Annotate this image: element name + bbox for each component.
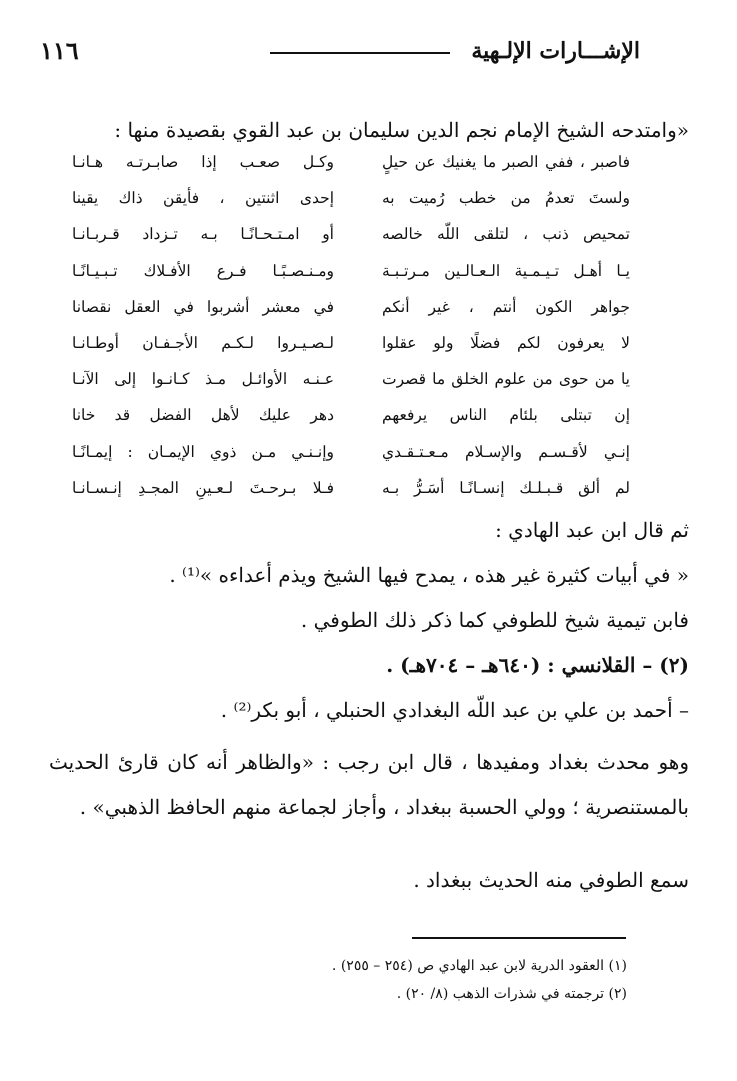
footnote-2: (٢) ترجمته في شذرات الذهب (٨/ ٢٠) . — [396, 986, 627, 1002]
verse-first-hemistich: إن تبتلى بلئام الناس يرفعهم — [382, 406, 630, 425]
poem-verse — [72, 146, 630, 182]
poem-verse — [72, 472, 630, 508]
poem — [72, 146, 630, 508]
intro-line: «وامتدحه الشيخ الإمام نجم الدين سليمان بن عبد القوي بقصيدة منها : — [114, 118, 689, 142]
poem-verse — [72, 291, 630, 327]
verse-second-hemistich: إحدى اثنتين ، فأيقن ذاك يقينا — [72, 189, 334, 208]
verse-second-hemistich: وكـل صعـب إذا صابـرتـه هـانـا — [72, 153, 334, 171]
verse-first-hemistich: إنـي لأقـسـم والإسـلام مـعـتـقـدي — [382, 442, 630, 461]
verse-second-hemistich: لـصـيـروا لـكـم الأجـفـان أوطـانـا — [72, 333, 334, 352]
poem-verse — [72, 255, 630, 291]
paragraph-bio-name: – أحمد بن علي بن عبد اللّه البغدادي الحنبلي ، أبو بكر⁽²⁾ . — [220, 698, 689, 722]
page-header — [40, 36, 640, 66]
verse-second-hemistich: عـنـه الأوائـل مـذ كـانـوا إلى الآنـا — [72, 370, 334, 389]
verse-first-hemistich: جواهر الكون أنتم ، غير أنكم — [382, 297, 630, 316]
paragraph-quote-intro: ثم قال ابن عبد الهادي : — [495, 518, 689, 542]
verse-second-hemistich: في معشر أشربوا في العقل نقصانا — [72, 297, 334, 316]
verse-second-hemistich: دهر عليك لأهل الفضل قد خانا — [72, 406, 334, 425]
footnote-separator — [412, 937, 626, 939]
verse-second-hemistich: فـلا بـرحـتَ لـعـينِ المجـدِ إنـسـانـا — [72, 478, 334, 497]
paragraph-quote: « في أبيات كثيرة غير هذه ، يمدح فيها الشيخ ويذم أعداءه »⁽¹⁾ . — [169, 563, 689, 587]
verse-second-hemistich: وإنـنـي مـن ذوي الإيمـان : إيمـانًـا — [72, 442, 334, 461]
poem-verse — [72, 363, 630, 399]
paragraph-conclusion: فابن تيمية شيخ للطوفي كما ذكر ذلك الطوفي . — [300, 608, 689, 632]
verse-second-hemistich: أو امـتـحـانًـا بـه تـزداد قـربـانـا — [72, 225, 334, 244]
header-rule — [270, 52, 450, 54]
verse-first-hemistich: تمحيص ذنب ، لتلقى اللّه خالصه — [382, 225, 630, 244]
section-heading: (٢) – القلانسي : (٦٤٠هـ – ٧٠٤هـ) . — [386, 653, 689, 677]
verse-first-hemistich: يـا أهـل تـيـمـية الـعـالـين مـرتـبـة — [382, 261, 630, 280]
verse-first-hemistich: ولستَ تعدمُ من خطب رُميت به — [382, 189, 630, 208]
poem-verse — [72, 218, 630, 254]
verse-first-hemistich: يا من حوى من علوم الخلق ما قصرت — [382, 370, 630, 389]
poem-verse — [72, 182, 630, 218]
verse-first-hemistich: لم ألق قـبـلـك إنسـانًـا أسَـرُّ بـه — [382, 478, 630, 497]
paragraph-heard: سمع الطوفي منه الحديث ببغداد . — [413, 868, 689, 892]
page-number: ١١٦ — [40, 36, 79, 65]
verse-first-hemistich: فاصبر ، ففي الصبر ما يغنيك عن حيلٍ — [382, 153, 630, 171]
paragraph-bio: وهو محدث بغداد ومفيدها ، قال ابن رجب : «والظاهر أنه كان قارئ الحديث بالمستنصرية ؛ وولي الحسبة ببغداد ، وأجاز لجماعة منهم الحافظ الذهبي» . — [49, 750, 689, 819]
running-title: الإشـــارات الإلـهية — [471, 38, 640, 64]
verse-first-hemistich: لا يعرفون لكم فضلًا ولو عقلوا — [382, 333, 630, 352]
verse-second-hemistich: ومـنـصـبًـا فـرع الأفـلاك تـبـيـانًـا — [72, 261, 334, 280]
footnote-1: (١) العقود الدرية لابن عبد الهادي ص (٢٥٤ – ٢٥٥) . — [331, 958, 627, 974]
poem-verse — [72, 327, 630, 363]
poem-verse — [72, 436, 630, 472]
poem-verse — [72, 399, 630, 435]
